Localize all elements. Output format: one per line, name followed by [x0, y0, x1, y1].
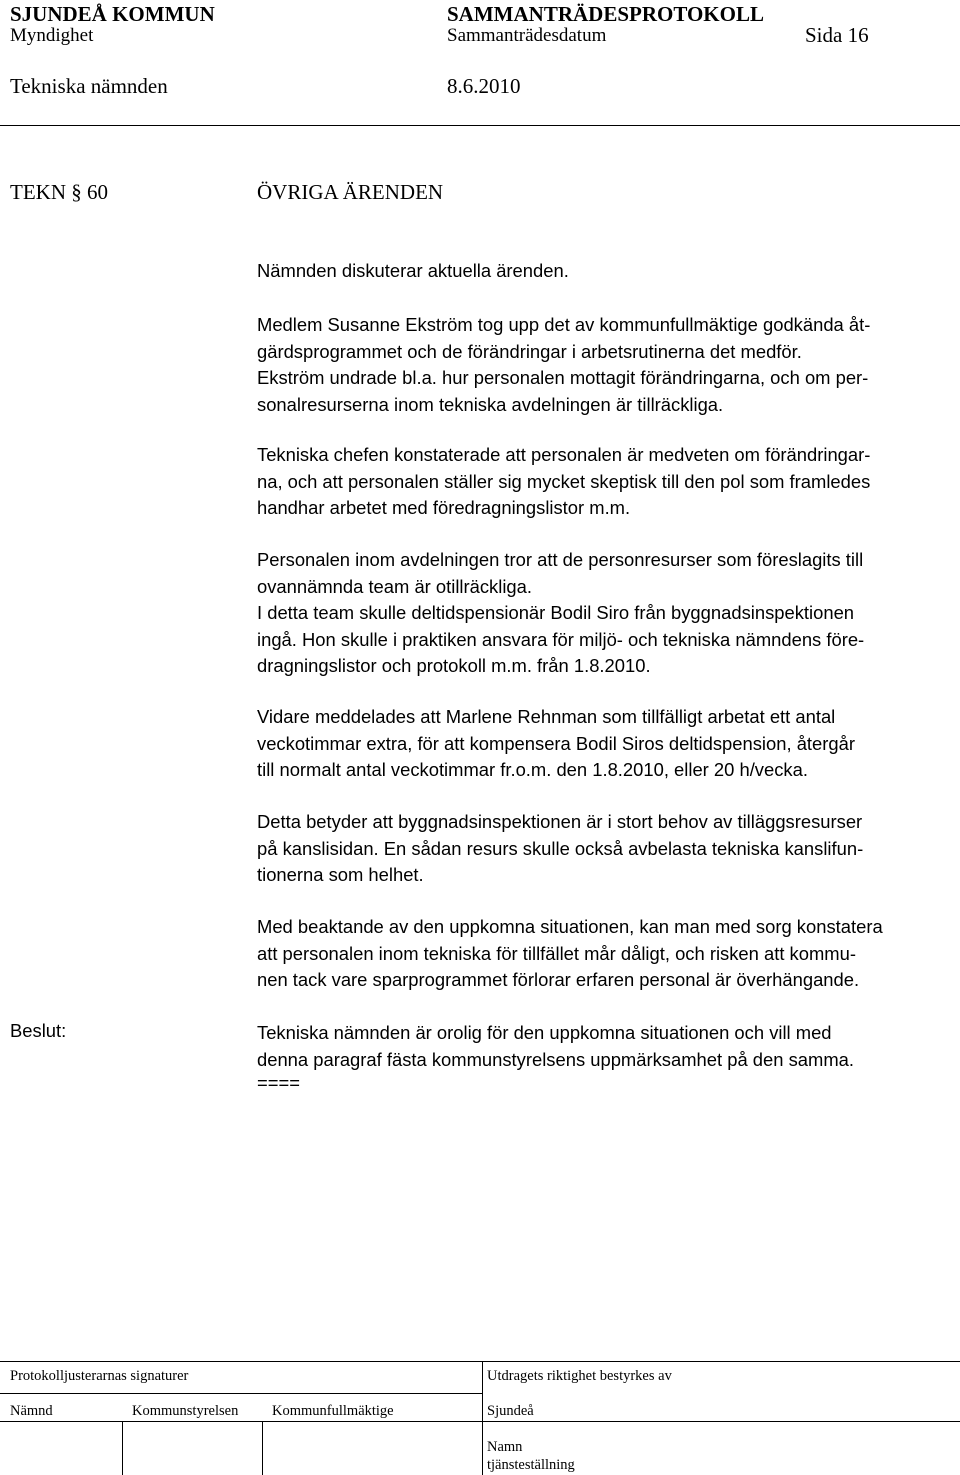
footer-column-divider [482, 1361, 483, 1475]
authority-name: Tekniska nämnden [10, 74, 168, 98]
text-line: till normalt antal veckotimmar fr.o.m. den 1.8.2010, eller 20 h/vecka. [257, 759, 808, 780]
text-line: på kanslisidan. En sådan resurs skulle också avbelasta tekniska kanslifun- [257, 837, 864, 859]
text-line: denna paragraf fästa kommunstyrelsens uppmärksamhet på den samma. [257, 1048, 854, 1070]
text-line: ovannämnda team är otillräckliga. [257, 575, 532, 597]
signatures-label: Protokolljusterarnas signaturer [10, 1368, 189, 1384]
meeting-date: 8.6.2010 [447, 74, 521, 98]
section-title: ÖVRIGA ÄRENDEN [257, 180, 444, 204]
section-number: TEKN § 60 [10, 180, 108, 204]
signatures-mid-rule [0, 1421, 960, 1422]
text-line: sonalresurserna inom tekniska avdelningen är tillräckliga. [257, 393, 724, 415]
organization-name: SJUNDEÅ KOMMUN [10, 2, 215, 26]
text-line: tionerna som helhet. [257, 864, 424, 885]
page-number: Sida 16 [805, 23, 869, 47]
signature-column-kommunfullmaktige: Kommunfullmäktige [272, 1403, 394, 1419]
text-line: Med beaktande av den uppkomna situationen, kan man med sorg konstatera [257, 916, 883, 937]
paragraph-1 [257, 258, 957, 285]
text-line: gärdsprogrammet och de förändringar i arbetsrutinerna det medför. [257, 340, 802, 362]
end-mark: ==== [257, 1072, 300, 1093]
signature-column-kommunstyrelsen: Kommunstyrelsen [132, 1403, 239, 1419]
signature-divider [122, 1421, 123, 1475]
certifier-name-label: Namn [487, 1439, 523, 1455]
header-divider [0, 125, 960, 126]
certified-label: Utdragets riktighet bestyrkes av [487, 1368, 672, 1384]
paragraph-4 [257, 547, 957, 680]
text-line: veckotimmar extra, för att kompensera Bodil Siros deltidspension, återgår [257, 732, 855, 754]
text-line: att personalen inom tekniska för tillfället mår dåligt, och risken att kommu- [257, 942, 856, 964]
text-line: handhar arbetet med föredragningslistor m.m. [257, 497, 631, 518]
decision-text [257, 1020, 957, 1093]
text-line: Tekniska nämnden är orolig för den uppkomna situationen och vill med [257, 1022, 832, 1043]
text-line: nen tack vare sparprogrammet förlorar erfaren personal är överhängande. [257, 969, 860, 990]
text-line: Nämnden diskuterar aktuella ärenden. [257, 260, 569, 281]
authority-label: Myndighet [10, 25, 94, 46]
certification-place: Sjundeå [487, 1403, 534, 1419]
signature-divider [262, 1421, 263, 1475]
paragraph-3 [257, 442, 957, 522]
paragraph-2 [257, 312, 957, 418]
paragraph-7 [257, 914, 957, 994]
paragraph-6 [257, 809, 957, 889]
text-line: dragningslistor och protokoll m.m. från 1.8.2010. [257, 655, 651, 676]
text-line: Tekniska chefen konstaterade att personalen är medveten om förändringar- [257, 444, 871, 465]
signature-column-nämnd: Nämnd [10, 1403, 53, 1419]
paragraph-5 [257, 704, 957, 784]
signatures-top-rule [0, 1393, 482, 1394]
document-type: SAMMANTRÄDESPROTOKOLL [447, 2, 764, 26]
text-line: Ekström undrade bl.a. hur personalen mottagit förändringarna, och om per- [257, 367, 869, 388]
text-line: Detta betyder att byggnadsinspektionen är i stort behov av tilläggsresurser [257, 811, 863, 832]
footer-divider [0, 1361, 960, 1362]
text-line: Personalen inom avdelningen tror att de personresurser som föreslagits till [257, 549, 864, 570]
text-line: na, och att personalen ställer sig mycket skeptisk till den pol som framledes [257, 470, 871, 492]
meeting-date-label: Sammanträdesdatum [447, 25, 607, 46]
text-line: Medlem Susanne Ekström tog upp det av kommunfullmäktige godkända åt- [257, 314, 871, 335]
text-line: I detta team skulle deltidspensionär Bodil Siro från byggnadsinspektionen [257, 602, 855, 623]
certifier-position-label: tjänsteställning [487, 1457, 575, 1473]
text-line: ingå. Hon skulle i praktiken ansvara för miljö- och tekniska nämndens före- [257, 628, 865, 650]
text-line: Vidare meddelades att Marlene Rehnman som tillfälligt arbetat ett antal [257, 706, 836, 727]
decision-label: Beslut: [10, 1020, 67, 1041]
